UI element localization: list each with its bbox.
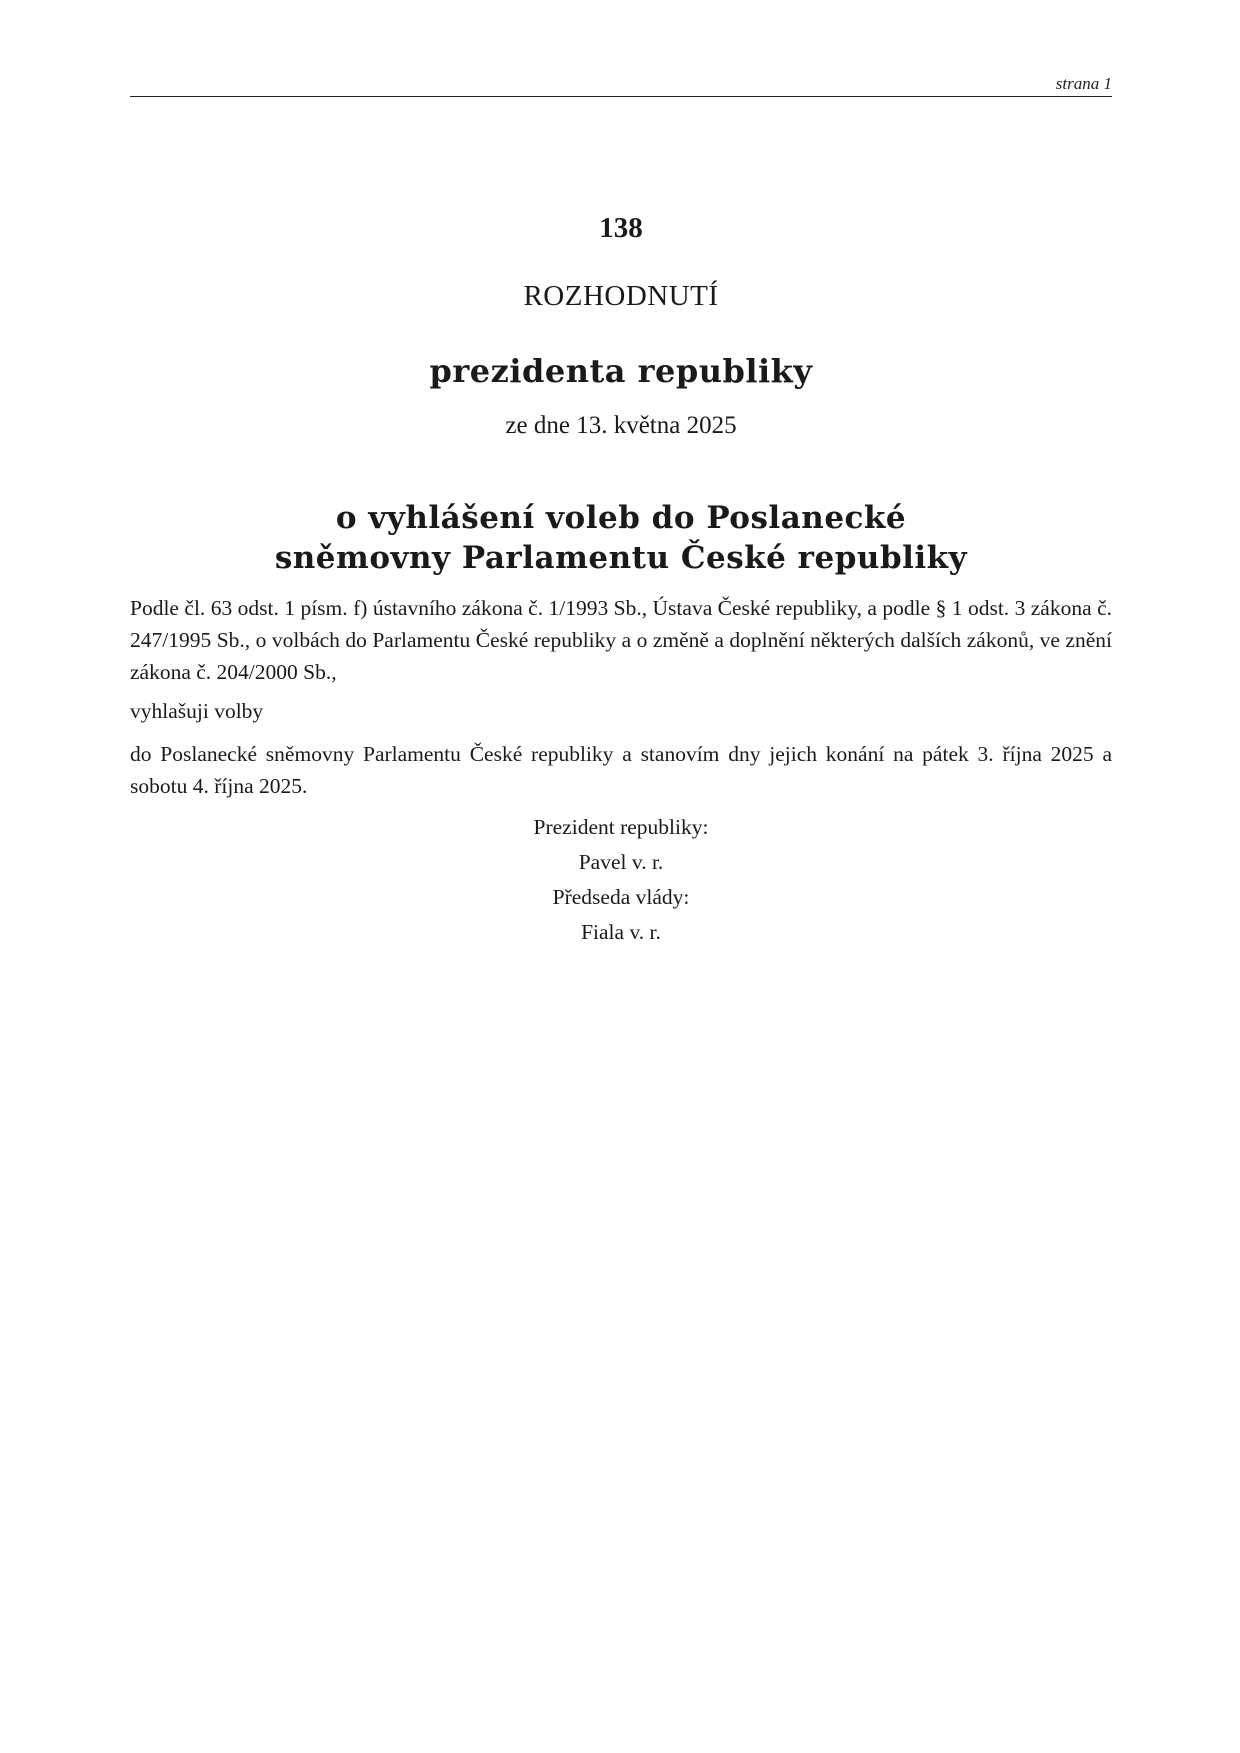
prime-minister-title: Předseda vlády: [552, 885, 690, 909]
decision-paragraph: do Poslanecké sněmovny Parlamentu České republiky a stanovím dny jejich konání na pátek 3. října 2025 a sobotu 4. října 2025. [130, 742, 1112, 798]
subject-line-1: o vyhlášení voleb do Poslanecké [335, 500, 907, 536]
document-type: ROZHODNUTÍ [523, 280, 719, 312]
running-header [130, 72, 1112, 97]
document-subject [130, 498, 1112, 578]
subject-line-2: sněmovny Parlamentu České republiky [274, 540, 968, 576]
declaration-paragraph: vyhlašuji volby [130, 699, 264, 723]
document-number: 138 [599, 212, 643, 244]
legal-basis-paragraph: Podle čl. 63 odst. 1 písm. f) ústavního zákona č. 1/1993 Sb., Ústava České republiky, a podle § 1 odst. 3 zákona č. 247/1995 Sb., o volbách do Parlamentu České republiky a o změně a doplnění některých dalších zákonů, ve znění zákona č. 204/2000 Sb., [130, 596, 1112, 684]
page-number: strana 1 [1055, 74, 1112, 93]
signature-block [130, 810, 1112, 950]
prime-minister-signature: Fiala v. r. [581, 920, 661, 944]
president-title: Prezident republiky: [533, 815, 709, 839]
document-issuer: prezidenta republiky [429, 352, 813, 390]
document-date: ze dne 13. května 2025 [505, 412, 737, 439]
president-signature: Pavel v. r. [578, 850, 664, 874]
